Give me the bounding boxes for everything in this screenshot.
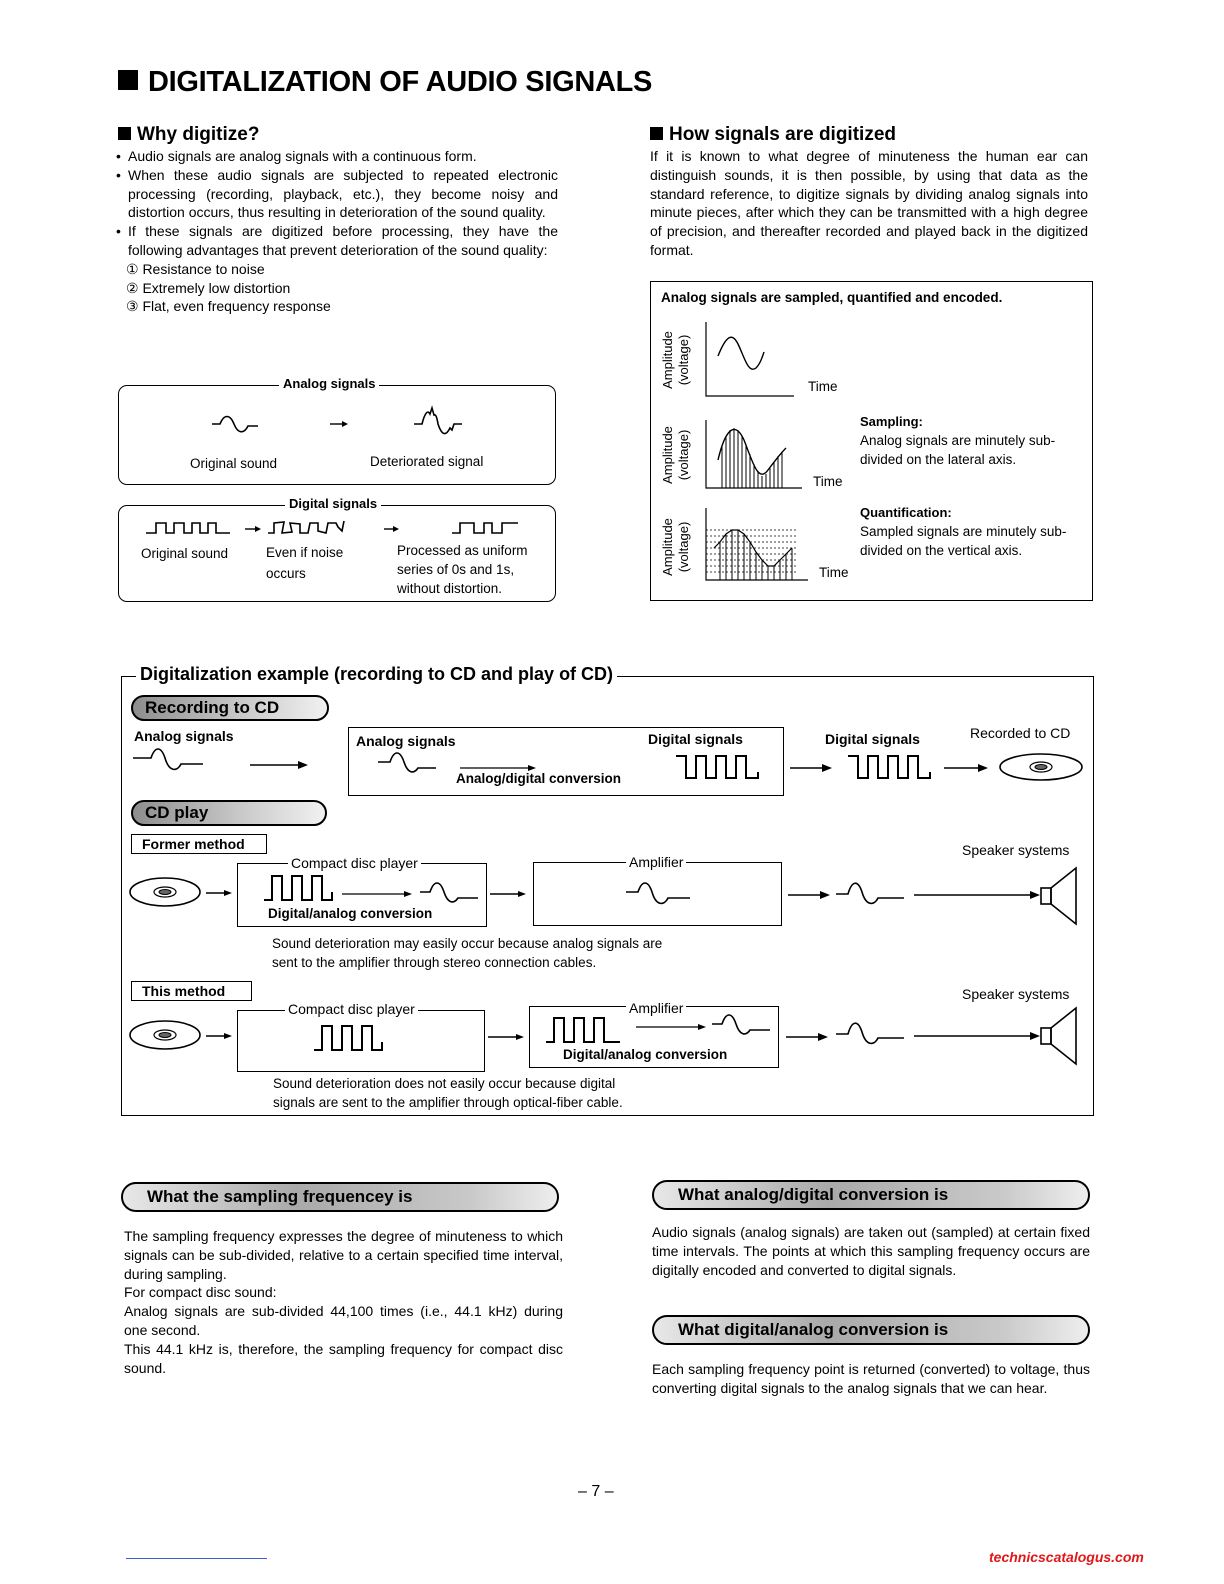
da-conversion-heading: What digital/analog conversion is — [652, 1315, 1090, 1345]
why-bullet-1: • Audio signals are analog signals with a continuous form. — [116, 147, 558, 166]
analog-wave-icon — [378, 750, 438, 778]
analog-wave-icon — [420, 880, 482, 908]
sampling-frequency-p4: This 44.1 kHz is, therefore, the sampling frequency for compact disc sound. — [124, 1340, 563, 1376]
dac-label-former: Digital/analog conversion — [268, 906, 433, 921]
digital-pulse-icon — [312, 1022, 396, 1054]
analog-signals-label: Analog signals — [134, 728, 234, 744]
original-sound-label: Original sound — [190, 456, 278, 471]
why-bullet-3: • If these signals are digitized before processing, they have the following advantages that prevent deterioration of the sound quality: — [116, 222, 558, 260]
compact-disc-icon — [127, 1019, 203, 1051]
how-heading: How signals are digitized — [650, 124, 896, 146]
axis-label — [660, 512, 692, 582]
arrow-icon — [330, 420, 350, 428]
digital-signals-label: Digital signals — [825, 731, 920, 747]
sampling-text: Analog signals are minutely sub-divided on the lateral axis. — [860, 433, 1056, 467]
quantification-text: Sampled signals are minutely sub-divided on the vertical axis. — [860, 524, 1067, 558]
arrow-icon — [206, 889, 234, 897]
example-legend: Digitalization example (recording to CD and play of CD) — [136, 664, 617, 685]
amplifier-legend: Amplifier — [626, 854, 686, 870]
this-note-line-1: Sound deterioration does not easily occur because digital — [273, 1076, 616, 1091]
page-title: DIGITALIZATION OF AUDIO SIGNALS — [118, 66, 652, 99]
adc-analog-label: Analog signals — [356, 733, 456, 749]
deteriorated-wave-icon — [412, 406, 464, 438]
axis-label-amplitude: Amplitude — [660, 518, 675, 576]
axis-label-amplitude: Amplitude — [660, 331, 675, 389]
quantification-title: Quantification: — [860, 505, 952, 520]
analog-wave-icon — [836, 880, 906, 910]
advantage-3: ③ Flat, even frequency response — [126, 298, 331, 315]
arrow-icon — [250, 760, 310, 770]
sampling-graph — [704, 420, 814, 490]
digital-noise-label-1: Even if noise — [266, 545, 344, 560]
dac-label-this: Digital/analog conversion — [563, 1047, 728, 1062]
digital-pulse-icon — [846, 752, 942, 780]
time-label: Time — [813, 474, 843, 489]
digital-box-legend: Digital signals — [285, 496, 381, 511]
digital-original-label: Original sound — [141, 546, 229, 561]
page-number: – 7 – — [578, 1483, 614, 1500]
digital-pulse-icon — [544, 1014, 628, 1044]
how-body: If it is known to what degree of minuteness the human ear can distinguish sounds, it is then possible, by using that data as the standard reference, to digitize signals by dividing analog signals into minute pieces, after which they can be transmitted with a high degree of precision, and thereafter recorded and played back in the digitized format. — [650, 148, 1088, 258]
axis-label-voltage: (voltage) — [676, 334, 691, 386]
arrow-icon — [914, 890, 1042, 900]
axis-label — [660, 420, 692, 490]
sampled-box-title: Analog signals are sampled, quantified and encoded. — [661, 290, 1003, 305]
former-note — [272, 935, 662, 972]
former-note-line-1: Sound deterioration may easily occur because analog signals are — [272, 936, 663, 951]
speaker-icon — [1040, 1006, 1080, 1066]
arrow-icon — [384, 525, 402, 533]
arrow-icon — [488, 1033, 528, 1041]
arrow-icon — [636, 1023, 710, 1031]
former-note-line-2: sent to the amplifier through stereo connection cables. — [272, 954, 597, 970]
axis-label-voltage: (voltage) — [676, 521, 691, 573]
arrow-icon — [490, 890, 530, 898]
advantage-2: ② Extremely low distortion — [126, 279, 291, 296]
analog-signals-box — [118, 385, 556, 485]
axis-label — [660, 325, 692, 395]
digital-noise-label-2: occurs — [266, 566, 306, 581]
speaker-label-this: Speaker systems — [962, 986, 1070, 1002]
sampling-frequency-p2: For compact disc sound: — [124, 1284, 277, 1301]
axis-label-voltage: (voltage) — [676, 429, 691, 481]
arrow-icon — [342, 890, 416, 898]
axis-label-amplitude: Amplitude — [660, 426, 675, 484]
sampling-frequency-p3: Analog signals are sub-divided 44,100 times (i.e., 44.1 kHz) during one second. — [124, 1303, 563, 1338]
digital-processed-label-1: Processed as uniform — [397, 543, 528, 558]
sampling-frequency-body — [124, 1227, 563, 1377]
deteriorated-signal-label: Deteriorated signal — [370, 454, 484, 469]
sampling-title: Sampling: — [860, 414, 923, 429]
adc-digital-label: Digital signals — [648, 731, 743, 747]
this-note-line-2: signals are sent to the amplifier through optical-fiber cable. — [273, 1094, 623, 1110]
analog-wave-icon — [133, 748, 205, 776]
analog-box-legend: Analog signals — [279, 376, 379, 391]
digital-pulse-icon — [674, 752, 770, 780]
time-label: Time — [808, 379, 838, 394]
compact-disc-icon — [998, 752, 1084, 782]
why-bullets — [116, 147, 558, 316]
ad-conversion-heading: What analog/digital conversion is — [652, 1180, 1090, 1210]
analog-wave-icon — [712, 1012, 774, 1040]
time-label: Time — [819, 565, 849, 580]
footer-rule — [126, 1558, 267, 1559]
cd-player-legend: Compact disc player — [288, 855, 421, 871]
digital-processed-label-2: series of 0s and 1s, — [397, 562, 515, 577]
adc-conversion-label: Analog/digital conversion — [456, 771, 622, 786]
arrow-icon — [788, 890, 834, 900]
arrow-icon — [790, 763, 834, 773]
digital-pulse-icon — [262, 872, 350, 902]
arrow-icon — [914, 1031, 1042, 1041]
uniform-pulse-icon — [452, 519, 522, 535]
advantage-1: ① Resistance to noise — [126, 260, 265, 277]
ad-conversion-body: Audio signals (analog signals) are taken out (sampled) at certain fixed time intervals. The points at which this sampling frequency occurs are digitally encoded and converted to digital signals. — [652, 1224, 1090, 1278]
watermark-link[interactable]: technicscatalogus.com — [989, 1549, 1144, 1565]
why-bullet-2: • When these audio signals are subjected to repeated electronic processing (recording, playback, etc.), they become noisy and distortion occurs, thus resulting in deterioration of the sound quality. — [116, 166, 558, 222]
digital-processed-label-3: without distortion. — [397, 581, 503, 596]
quantification-graph — [704, 508, 814, 582]
speaker-icon — [1040, 866, 1080, 926]
this-method-tag: This method — [131, 981, 252, 1001]
da-conversion-body: Each sampling frequency point is returned (converted) to voltage, thus converting digital signals to the analog signals that we can hear. — [652, 1361, 1090, 1396]
recorded-to-cd-label: Recorded to CD — [970, 725, 1071, 741]
analog-wave-icon — [626, 882, 692, 910]
speaker-label-former: Speaker systems — [962, 842, 1070, 858]
why-heading: Why digitize? — [118, 124, 259, 146]
noisy-pulse-icon — [268, 519, 350, 537]
analog-wave-icon — [210, 412, 260, 438]
cd-player-legend: Compact disc player — [285, 1001, 418, 1017]
this-note — [273, 1075, 623, 1112]
former-method-tag: Former method — [131, 834, 267, 854]
analog-wave-icon — [836, 1020, 906, 1050]
sampling-frequency-p1: The sampling frequency expresses the degree of minuteness to which signals can be sub-divided, relative to a certain specified time interval, during sampling. — [124, 1228, 563, 1282]
cd-play-pill: CD play — [131, 800, 327, 826]
amplifier-legend: Amplifier — [626, 1000, 686, 1016]
arrow-icon — [786, 1032, 832, 1042]
arrow-icon — [206, 1032, 234, 1040]
arrow-icon — [944, 763, 990, 773]
analog-graph — [704, 322, 814, 398]
arrow-icon — [245, 525, 263, 533]
compact-disc-icon — [127, 876, 203, 908]
digital-pulse-icon — [146, 521, 232, 535]
sampling-frequency-heading: What the sampling frequencey is — [121, 1182, 559, 1212]
recording-to-cd-pill: Recording to CD — [131, 695, 329, 721]
